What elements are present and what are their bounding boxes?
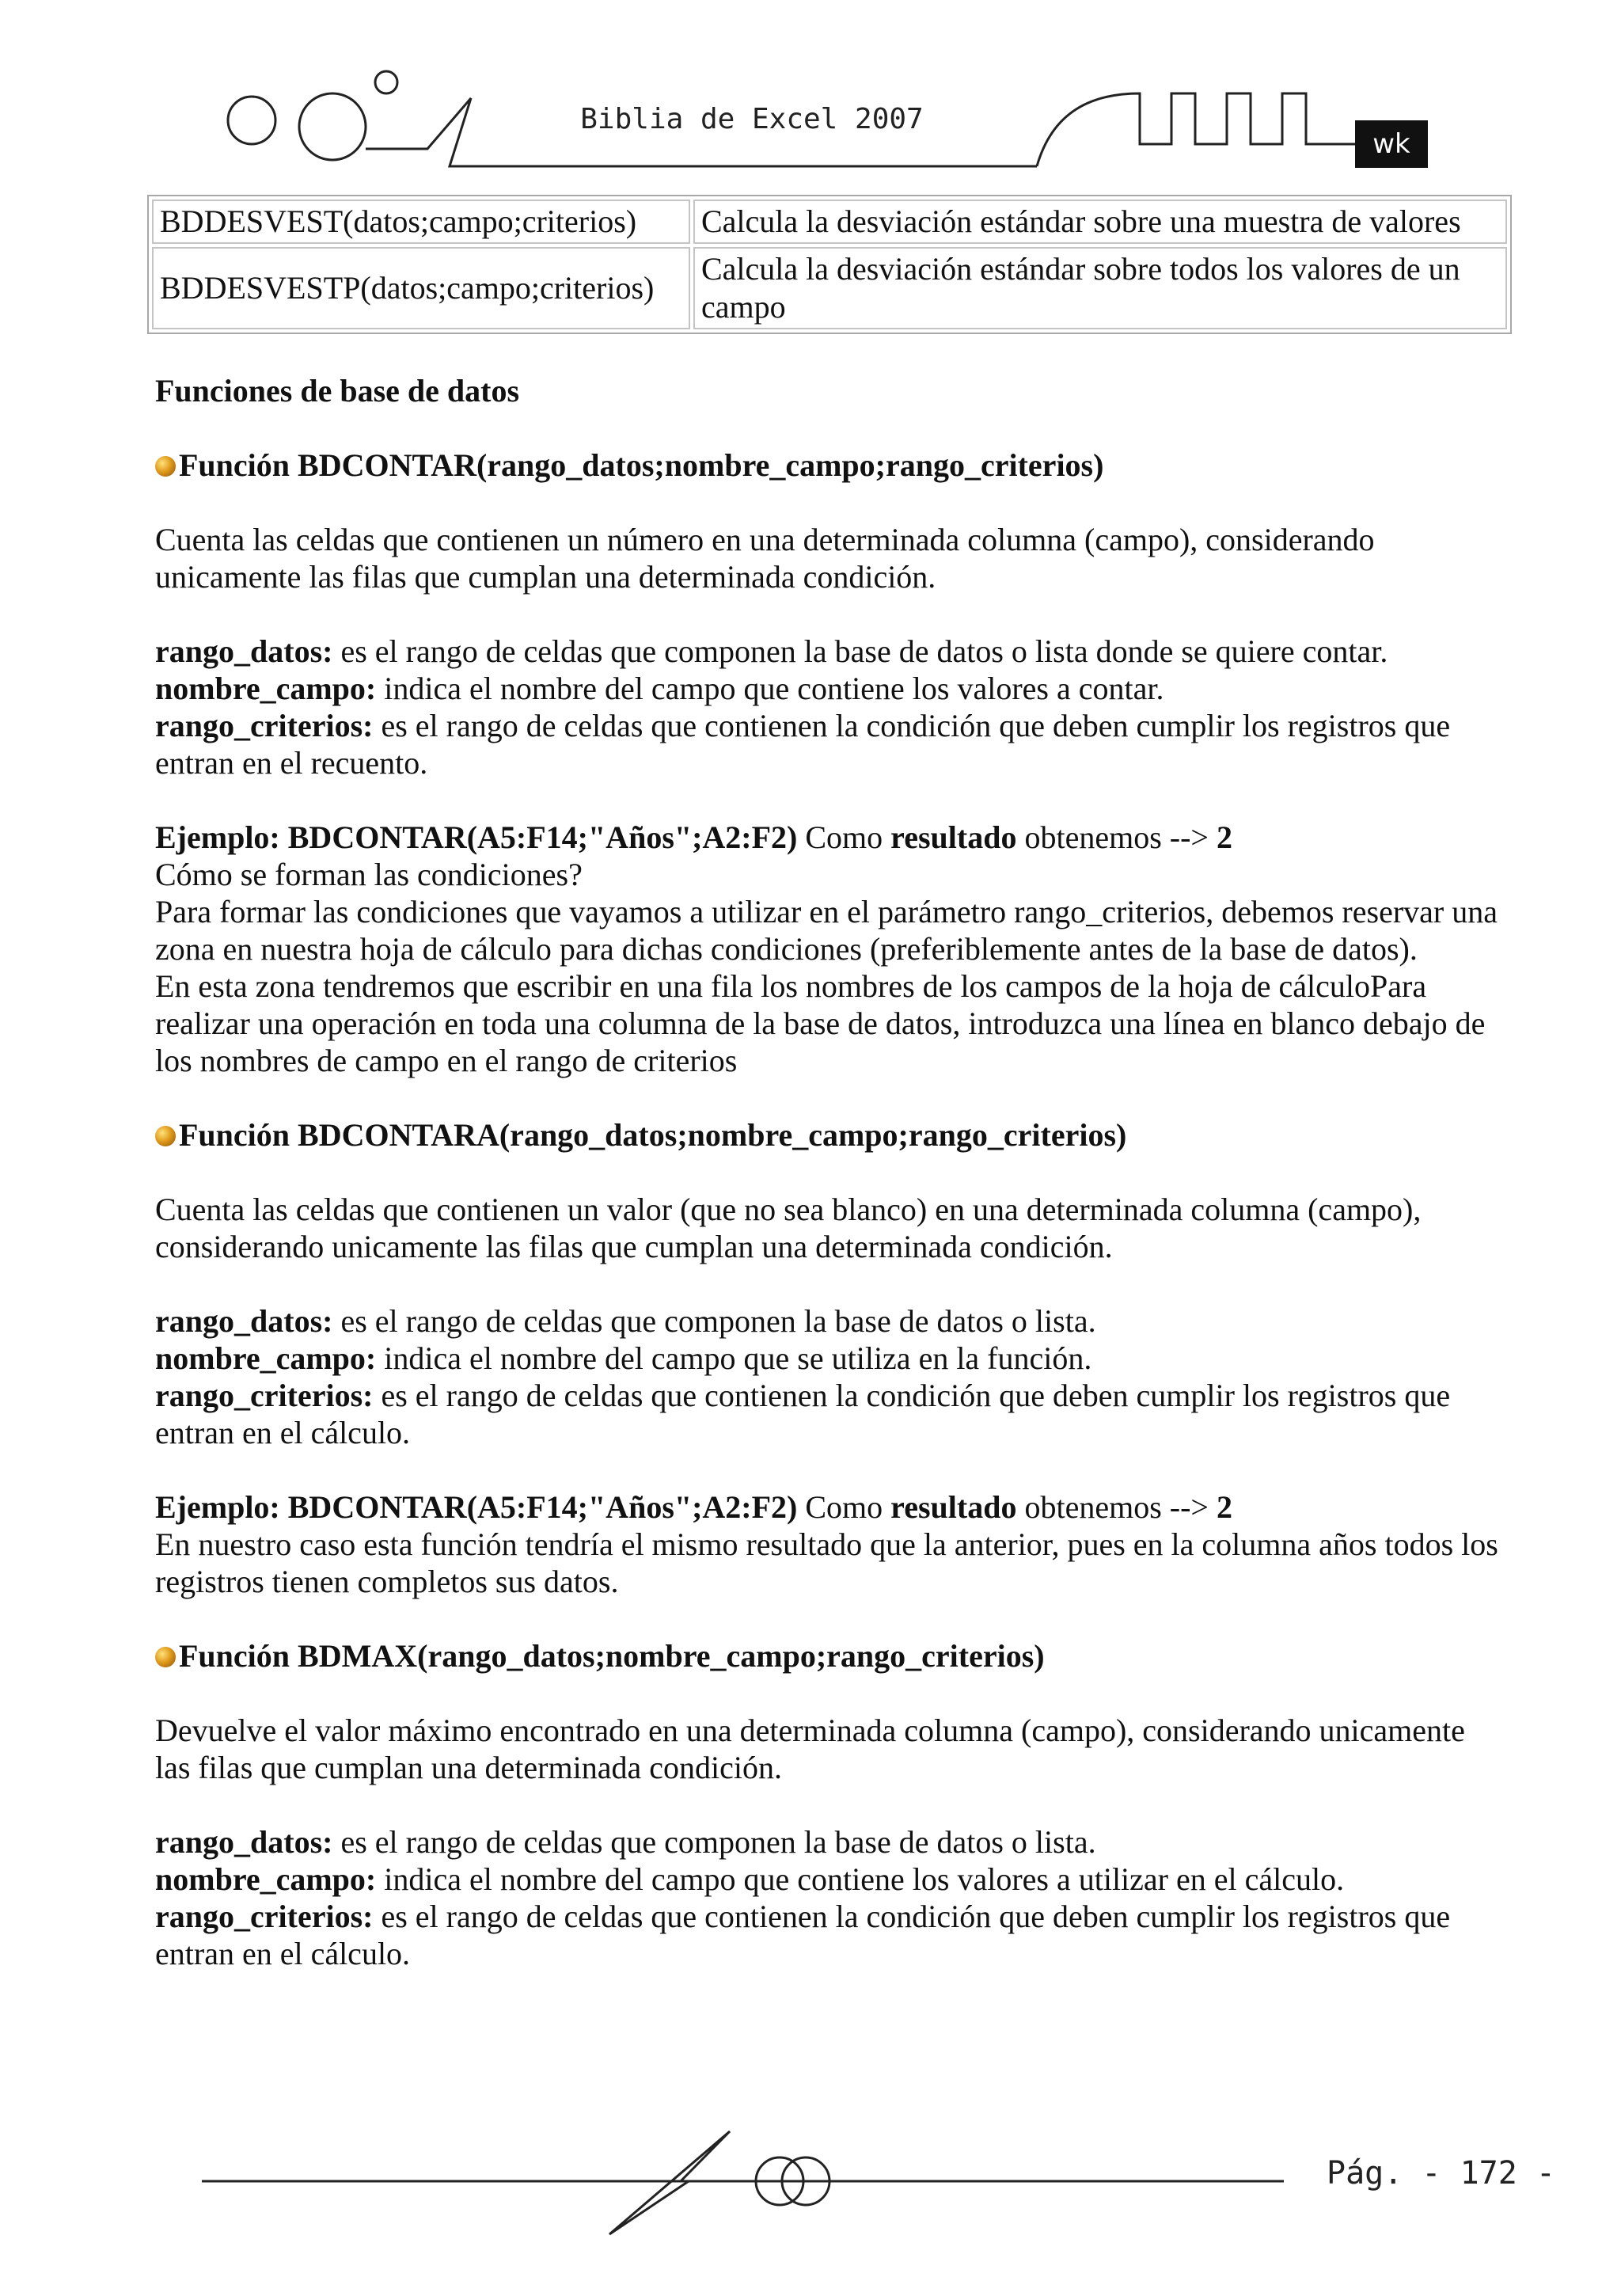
param-text: indica el nombre del campo que contiene los valores a contar. — [376, 671, 1164, 706]
param-rango-criterios — [155, 707, 1501, 781]
example-value: 2 — [1216, 1489, 1232, 1525]
header-circle-large — [299, 93, 366, 160]
param-rango-datos — [155, 633, 1501, 670]
param-label: rango_criterios: — [155, 1378, 374, 1413]
param-label: rango_datos: — [155, 633, 333, 669]
example-mid: Como — [797, 1489, 891, 1525]
description-cell: Calcula la desviación estándar sobre todos los valores de un campo — [693, 247, 1507, 329]
function-description: Cuenta las celdas que contienen un valor (que no sea blanco) en una determinada columna (campo), considerando unicamente las filas que cumplan una determinada condición. — [155, 1192, 1422, 1264]
example-label: Ejemplo: BDCONTAR(A5:F14;"Años";A2:F2) — [155, 819, 798, 855]
param-label: nombre_campo: — [155, 671, 377, 706]
param-label: rango_criterios: — [155, 1899, 374, 1934]
param-label: rango_datos: — [155, 1303, 333, 1339]
function-heading — [155, 1637, 1501, 1674]
param-rango-datos — [155, 1823, 1501, 1861]
param-nombre-campo — [155, 1861, 1501, 1898]
functions-table — [147, 195, 1512, 334]
example-mid: Como — [797, 819, 891, 855]
header-line-right — [1037, 93, 1355, 166]
function-heading — [155, 447, 1501, 484]
note-text: Para formar las condiciones que vayamos a utilizar en el parámetro rango_criterios, debemos reservar una zona en nuestra hoja de cálculo para dichas condiciones (preferiblemente antes de la base de datos). — [155, 894, 1498, 967]
param-text: indica el nombre del campo que contiene los valores a utilizar en el cálculo. — [376, 1861, 1345, 1897]
page-number: Pág. - 172 - — [1327, 2155, 1555, 2191]
param-text: es el rango de celdas que contienen la condición que deben cumplir los registros que entran en el cálculo. — [155, 1899, 1451, 1971]
bullet-icon — [155, 1126, 176, 1146]
function-description: Devuelve el valor máximo encontrado en una determinada columna (campo), considerando unicamente las filas que cumplan una determinada condición. — [155, 1712, 1465, 1785]
description-cell: Calcula la desviación estándar sobre una muestra de valores — [693, 200, 1507, 244]
header-circle-tiny — [375, 71, 397, 93]
param-text: es el rango de celdas que componen la base de datos o lista. — [332, 1824, 1096, 1860]
param-label: rango_criterios: — [155, 708, 374, 743]
example-value: 2 — [1216, 819, 1232, 855]
header-circle-small — [228, 97, 275, 144]
param-rango-criterios — [155, 1898, 1501, 1972]
param-rango-criterios — [155, 1377, 1501, 1451]
note-text: En esta zona tendremos que escribir en una fila los nombres de los campos de la hoja de cálculoPara realizar una operación en toda una columna de la base de datos, introduzca una línea en blanco debajo de los nombres de campo en el rango de criterios — [155, 968, 1486, 1078]
example-result-word: resultado — [890, 1489, 1017, 1525]
footer-line — [202, 2131, 1284, 2234]
bullet-icon — [155, 1647, 176, 1667]
page-body — [155, 372, 1501, 1972]
param-label: nombre_campo: — [155, 1340, 377, 1376]
param-nombre-campo — [155, 1340, 1501, 1377]
section-title: Funciones de base de datos — [155, 373, 520, 409]
param-text: es el rango de celdas que componen la base de datos o lista donde se quiere contar. — [332, 633, 1388, 669]
param-text: es el rango de celdas que contienen la condición que deben cumplir los registros que entran en el cálculo. — [155, 1378, 1451, 1450]
function-heading-text: Función BDMAX(rango_datos;nombre_campo;rango_criterios) — [179, 1638, 1045, 1674]
bullet-icon — [155, 456, 176, 477]
function-description: Cuenta las celdas que contienen un número en una determinada columna (campo), considerando unicamente las filas que cumplan una determinada condición. — [155, 522, 1375, 595]
param-label: nombre_campo: — [155, 1861, 377, 1897]
function-heading-text: Función BDCONTAR(rango_datos;nombre_campo;rango_criterios) — [179, 447, 1104, 483]
example-label: Ejemplo: BDCONTAR(A5:F14;"Años";A2:F2) — [155, 1489, 798, 1525]
example-line — [155, 819, 1501, 856]
function-cell: BDDESVESTP(datos;campo;criterios) — [152, 247, 690, 329]
table-row — [152, 200, 1507, 244]
param-nombre-campo — [155, 670, 1501, 707]
param-text: es el rango de celdas que componen la base de datos o lista. — [332, 1303, 1096, 1339]
example-line — [155, 1488, 1501, 1526]
param-rango-datos — [155, 1302, 1501, 1340]
example-result-word: resultado — [890, 819, 1017, 855]
wk-logo-badge: wk — [1355, 120, 1428, 168]
param-text: indica el nombre del campo que se utiliza en la función. — [376, 1340, 1092, 1376]
table-row — [152, 247, 1507, 329]
example-tail: obtenemos --> — [1016, 1489, 1217, 1525]
example-tail: obtenemos --> — [1016, 819, 1217, 855]
param-text: es el rango de celdas que contienen la condición que deben cumplir los registros que entran en el recuento. — [155, 708, 1451, 781]
function-heading — [155, 1116, 1501, 1154]
document-title: Biblia de Excel 2007 — [580, 103, 924, 135]
param-label: rango_datos: — [155, 1824, 333, 1860]
function-heading-text: Función BDCONTARA(rango_datos;nombre_campo;rango_criterios) — [179, 1117, 1127, 1153]
note-text: Cómo se forman las condiciones? — [155, 857, 583, 892]
function-cell: BDDESVEST(datos;campo;criterios) — [152, 200, 690, 244]
note-text: En nuestro caso esta función tendría el mismo resultado que la anterior, pues en la columna años todos los registros tienen completos sus datos. — [155, 1526, 1498, 1599]
